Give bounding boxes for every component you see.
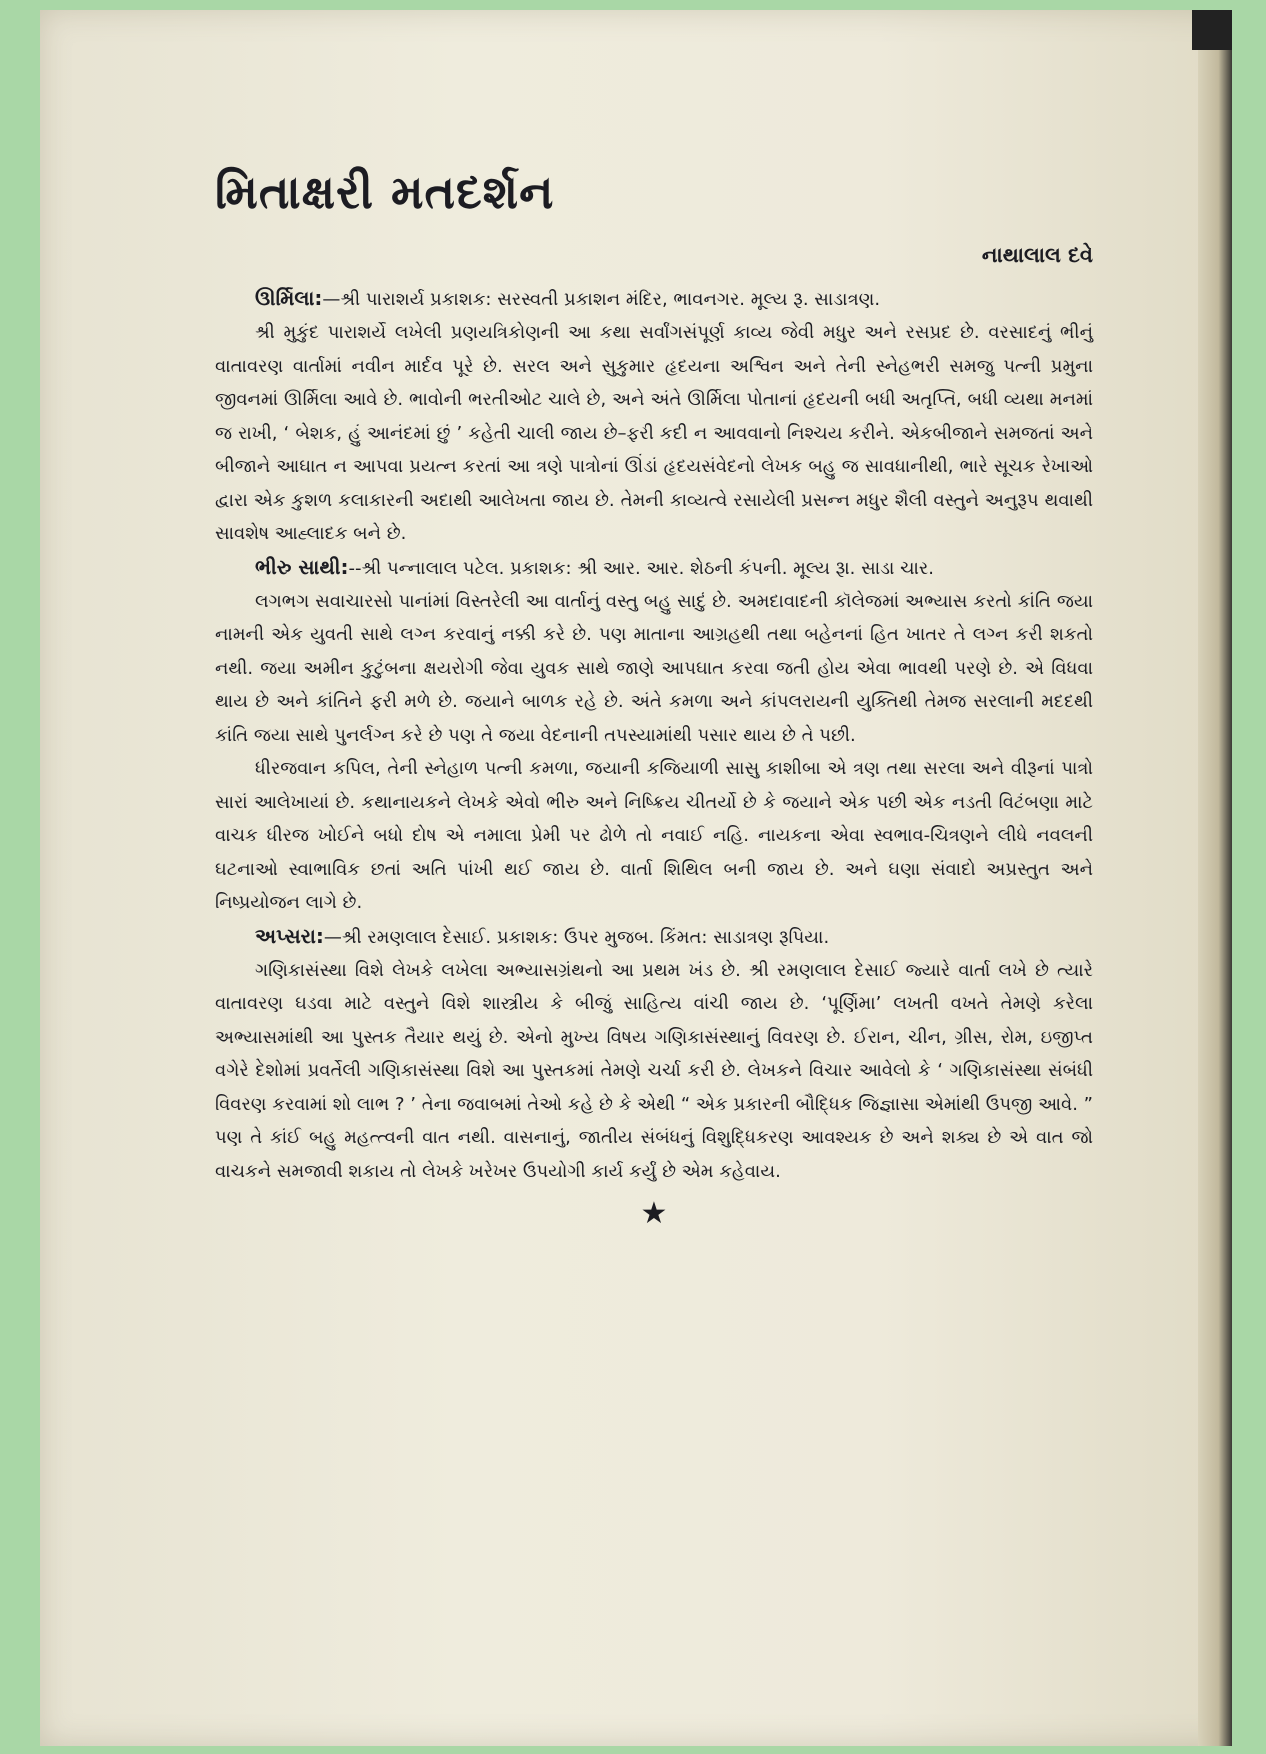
- review-heading: [215, 282, 1093, 316]
- review-heading: [215, 920, 1093, 954]
- review-details: —શ્રી પારાશર્ય પ્રકાશક: સરસ્વતી પ્રકાશન મંદિર, ભાવનગર. મૂલ્ય રૂ. સાડાત્રણ.: [322, 289, 881, 310]
- binding-clip: [1192, 10, 1232, 50]
- review-paragraph: લગભગ સવાચારસો પાનાંમાં વિસ્તરેલી આ વાર્તાનું વસ્તુ બહુ સાદું છે. અમદાવાદની કૉલેજમાં અભ્યાસ કરતો કાંતિ જયા નામની એક યુવતી સાથે લગ્ન કરવાનું નક્કી કરે છે. પણ માતાના આગ્રહથી તથા બહેનનાં હિત ખાતર તે લગ્ન કરી શકતો નથી. જયા અમીન કુટુંબના ક્ષયરોગી જેવા યુવક સાથે જાણે આપઘાત કરવા જતી હોય એવા ભાવથી પરણે છે. એ વિધવા થાય છે અને કાંતિને ફરી મળે છે. જયાને બાળક રહે છે. અંતે કમળા અને કાંપલરાયની યુક્તિથી તેમજ સરલાની મદદથી કાંતિ જયા સાથે પુનર્લગ્ન કરે છે પણ તે જયા વેદનાની તપસ્યામાંથી પસાર થાય છે તે પછી.: [215, 590, 1093, 746]
- review-paragraph: ધીરજવાન કપિલ, તેની સ્નેહાળ પત્ની કમળા, જયાની કજિયાળી સાસુ કાશીબા એ ત્રણ તથા સરલા અને વીરૂનાં પાત્રો સારાં આલેખાયાં છે. કથાનાયકને લેખકે એવો ભીરુ અને નિષ્ક્રિય ચીતર્યો છે કે જયાને એક પછી એક નડતી વિટંબણા માટે વાચક ધીરજ ખોઈને બધો દોષ એ નમાલા પ્રેમી પર ઢોળે તો નવાઈ નહિ. નાયકના એવા સ્વભાવ-ચિત્રણને લીધે નવલની ઘટનાઓ સ્વાભાવિક છતાં અતિ પાંખી થઈ જાય છે. વાર્તા શિથિલ બની જાય છે. અને ઘણા સંવાદો અપ્રસ્તુત અને નિષ્પ્રયોજન લાગે છે.: [215, 758, 1093, 913]
- review-paragraph: શ્રી મુકુંદ પારાશર્યે લખેલી પ્રણયત્રિકોણની આ કથા સર્વાંગસંપૂર્ણ કાવ્ય જેવી મધુર અને રસપ્રદ છે. વરસાદનું ભીનું વાતાવરણ વાર્તામાં નવીન માર્દવ પૂરે છે. સરલ અને સુકુમાર હૃદયના અશ્વિન અને તેની સ્નેહભરી સમજુ પત્ની પ્રમુના જીવનમાં ઊર્મિલા આવે છે. ભાવોની ભરતીઓટ ચાલે છે, અને અંતે ઊર્મિલા પોતાનાં હૃદયની બધી અતૃપ્તિ, બધી વ્યથા મનમાં જ રાખી, ‘ બેશક, હું આનંદમાં છું ’ કહેતી ચાલી જાય છે–ફરી કદી ન આવવાનો નિશ્ચય કરીને. એકબીજાને સમજતાં અને બીજાને આઘાત ન આપવા પ્રયત્ન કરતાં આ ત્રણે પાત્રોનાં ઊંડાં હૃદયસંવેદનો લેખક બહુ જ સાવધાનીથી, ભારે સૂચક રેખાઓ દ્વારા એક કુશળ કલાકારની અદાથી આલેખતા જાય છે. તેમની કાવ્યત્વે રસાયેલી પ્રસન્ન મધુર શૈલી વસ્તુને અનુરૂપ થવાથી સાવશેષ આહ્લાદક બને છે.: [215, 322, 1093, 544]
- review-title: અપ્સરા:: [255, 923, 324, 948]
- review-details: --શ્રી પન્નાલાલ પટેલ. પ્રકાશક: શ્રી આર. આર. શેઠની કંપની. મૂલ્ય રૂા. સાડા ચાર.: [348, 557, 934, 579]
- review-details: —શ્રી રમણલાલ દેસાઈ. પ્રકાશક: ઉપર મુજબ. કિંમત: સાડાત્રણ રૂપિયા.: [323, 926, 830, 948]
- article: [215, 165, 1093, 1231]
- review-heading: [215, 551, 1093, 585]
- end-star-mark: ★: [640, 1196, 668, 1231]
- review-title: ઊર્મિલા:: [255, 286, 323, 310]
- article-title: મિતાક્ષરી મતદર્શન: [215, 165, 555, 219]
- page-sheet: [40, 10, 1232, 1746]
- review-title: ભીરુ સાથી:: [255, 554, 349, 579]
- page-binding-edge: [1198, 10, 1232, 1746]
- review-paragraph: ગણિકાસંસ્થા વિશે લેખકે લખેલા અભ્યાસગ્રંથનો આ પ્રથમ ખંડ છે. શ્રી રમણલાલ દેસાઈ જ્યારે વાર્તા લખે છે ત્યારે વાતાવરણ ઘડવા માટે વસ્તુને વિશે શાસ્ત્રીય કે બીજું સાહિત્ય વાંચી જાય છે. ‘પૂર્ણિમા’ લખતી વખતે તેમણે કરેલા અભ્યાસમાંથી આ પુસ્તક તૈયાર થયું છે. એનો મુખ્ય વિષય ગણિકાસંસ્થાનું વિવરણ છે. ઈરાન, ચીન, ગ્રીસ, રોમ, ઇજીપ્ત વગેરે દેશોમાં પ્રવર્તેલી ગણિકાસંસ્થા વિશે આ પુસ્તકમાં તેમણે ચર્ચા કરી છે. લેખકને વિચાર આવેલો કે ‘ ગણિકાસંસ્થા સંબંધી વિવરણ કરવામાં શો લાભ ? ’ તેના જવાબમાં તેઓ કહે છે કે એથી “ એક પ્રકારની બૌદ્ધિક જિજ્ઞાસા એમાંથી ઉપજી આવે. ” પણ તે કાંઈ બહુ મહત્ત્વની વાત નથી. વાસનાનું, જાતીય સંબંધનું વિશુદ્ધિકરણ આવશ્યક છે અને શક્ય છે એ વાત જો વાચકને સમજાવી શકાય તો લેખકે ખરેખર ઉપયોગી કાર્ય કર્યું છે એમ કહેવાય.: [215, 959, 1093, 1182]
- article-author: નાથાલાલ દવે: [981, 243, 1093, 267]
